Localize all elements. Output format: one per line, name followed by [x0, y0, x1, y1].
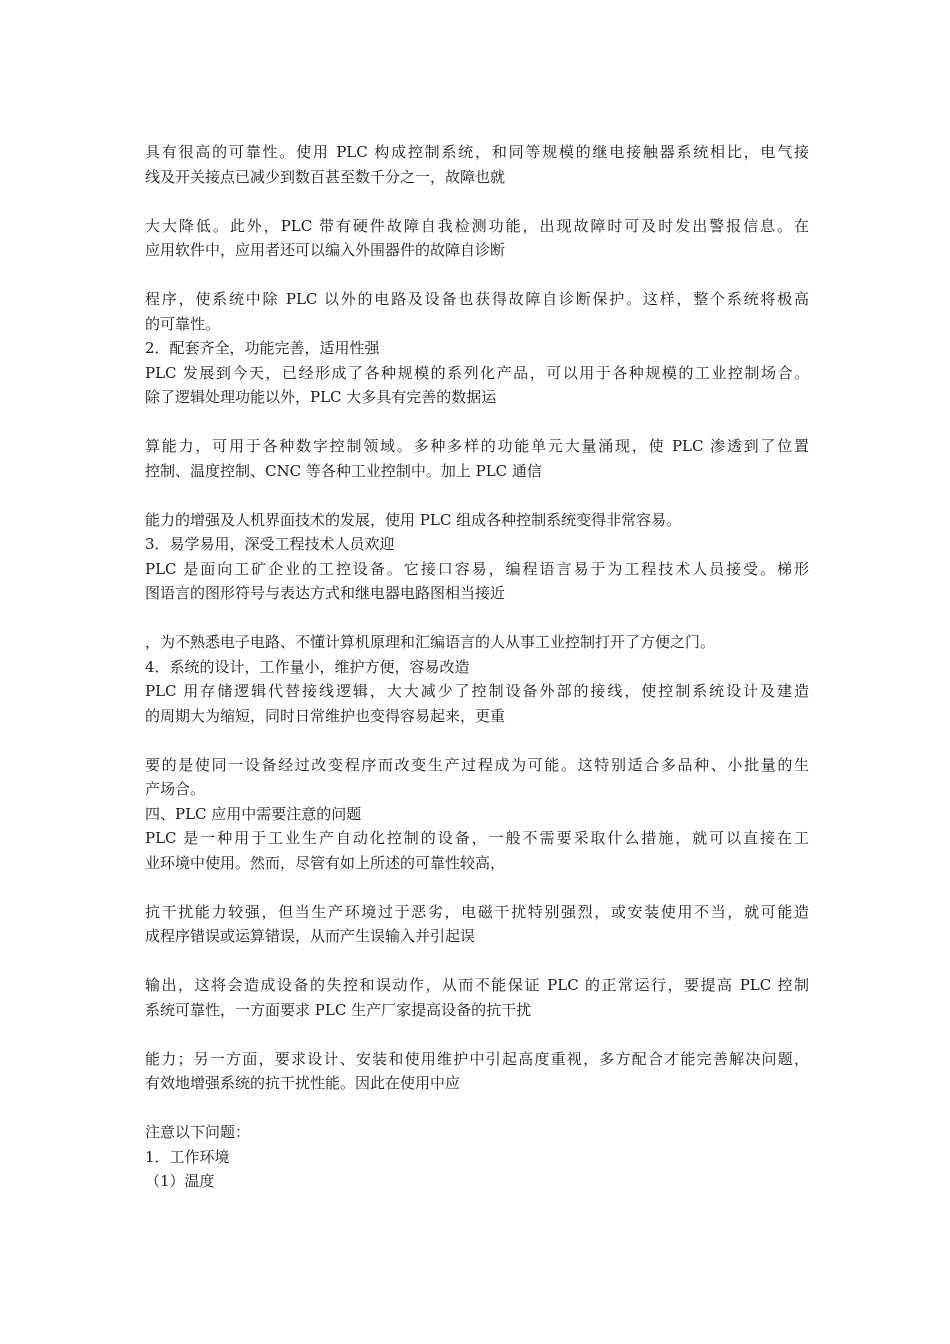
section-heading: 4．系统的设计，工作量小，维护方便，容易改造: [145, 657, 470, 676]
paragraph-gap: [145, 728, 809, 753]
text-line: PLC 用存储逻辑代替接线逻辑，大大减少了控制设备外部的接线，使控制系统设计及建造: [145, 682, 809, 700]
paragraph-gap: [145, 189, 809, 214]
text-line: 具有很高的可靠性。使用 PLC 构成控制系统，和同等规模的继电接触器系统相比，电气接: [145, 143, 809, 161]
text-line: PLC 发展到今天，已经形成了各种规模的系列化产品，可以用于各种规模的工业控制场合。: [145, 363, 809, 382]
text-line: 能力；另一方面，要求设计、安装和使用维护中引起高度重视，多方配合才能完善解决问题，: [145, 1049, 809, 1068]
paragraph-gap: [145, 483, 809, 508]
paragraph-gap: [145, 606, 809, 631]
text-line: 系统可靠性，一方面要求 PLC 生产厂家提高设备的抗干扰: [145, 1000, 532, 1019]
text-line: 成程序错误或运算错误，从而产生误输入并引起误: [145, 927, 476, 945]
text-line: PLC 是面向工矿企业的工控设备。它接口容易，编程语言易于为工程技术人员接受。梯形: [145, 559, 809, 578]
text-line: 能力的增强及人机界面技术的发展，使用 PLC 组成各种控制系统变得非常容易。: [145, 510, 682, 529]
text-line: 应用软件中，应用者还可以编入外围器件的故障自诊断: [145, 241, 506, 259]
text-line: 算能力，可用于各种数字控制领域。多种多样的功能单元大量涌现，使 PLC 渗透到了位置: [145, 437, 809, 455]
text-line: 图语言的图形符号与表达方式和继电器电路图相当接近: [145, 584, 506, 602]
text-line: 业环境中使用。然而，尽管有如上所述的可靠性较高，: [145, 853, 506, 872]
text-line: 抗干扰能力较强，但当生产环境过于恶劣，电磁干扰特别强烈，或安装使用不当，就可能造: [145, 902, 809, 921]
text-line: 输出，这将会造成设备的失控和误动作，从而不能保证 PLC 的正常运行，要提高 PLC 控制: [145, 976, 809, 994]
subsection-heading: （1）温度: [145, 1172, 215, 1190]
text-line: 有效地增强系统的抗干扰性能。因此在使用中应: [145, 1074, 461, 1092]
paragraph-gap: [145, 1096, 809, 1121]
paragraph-gap: [145, 263, 809, 288]
text-line: 大大降低。此外，PLC 带有硬件故障自我检测功能，出现故障时可及时发出警报信息。在: [145, 216, 809, 235]
text-line: 控制、温度控制、CNC 等各种工业控制中。加上 PLC 通信: [145, 461, 542, 480]
paragraph-gap: [145, 949, 809, 974]
paragraph-gap: [145, 1022, 809, 1047]
paragraph-gap: [145, 410, 809, 435]
section-heading: 2．配套齐全，功能完善，适用性强: [145, 339, 380, 357]
text-line: 的可靠性。: [145, 314, 221, 333]
text-line: 线及开关接点已减少到数百甚至数千分之一，故障也就: [145, 167, 506, 186]
section-heading: 1．工作环境: [145, 1147, 230, 1166]
text-line: 注意以下问题：: [145, 1123, 251, 1141]
text-line: ，为不熟悉电子电路、不懂计算机原理和汇编语言的人从事工业控制打开了方便之门。: [145, 633, 716, 651]
paragraph-gap: [145, 875, 809, 900]
text-line: 要的是使同一设备经过改变程序而改变生产过程成为可能。这特别适合多品种、小批量的生: [145, 755, 809, 774]
document-body: [145, 140, 809, 1194]
section-heading: 四、PLC 应用中需要注意的问题: [145, 804, 362, 823]
text-line: PLC 是一种用于工业生产自动化控制的设备，一般不需要采取什么措施，就可以直接在工: [145, 829, 809, 847]
text-line: 程序，使系统中除 PLC 以外的电路及设备也获得故障自诊断保护。这样，整个系统将极高: [145, 290, 809, 308]
text-line: 的周期大为缩短，同时日常维护也变得容易起来，更重: [145, 706, 506, 725]
section-heading: 3．易学易用，深受工程技术人员欢迎: [145, 535, 395, 553]
text-line: 除了逻辑处理功能以外，PLC 大多具有完善的数据运: [145, 388, 497, 406]
text-line: 产场合。: [145, 780, 206, 798]
